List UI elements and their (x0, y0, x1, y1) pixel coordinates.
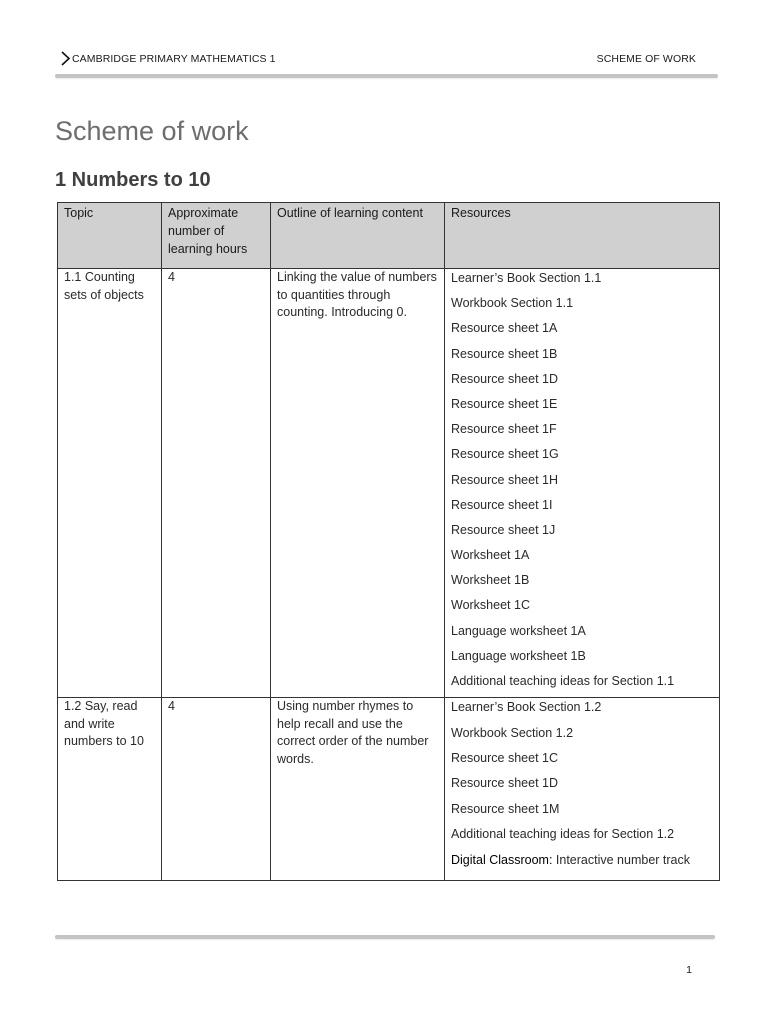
resource-item: Resource sheet 1B (451, 346, 558, 361)
resource-item: Additional teaching ideas for Section 1.1 (451, 674, 675, 688)
table-row (58, 269, 720, 698)
column-header-resources: Resources (445, 203, 720, 269)
resource-list (451, 269, 713, 697)
table-header-row (58, 203, 720, 269)
resource-item: Additional teaching ideas for Section 1.2 (451, 827, 675, 842)
resource-item: Worksheet 1C (451, 598, 530, 613)
document-title: Scheme of work (55, 116, 249, 146)
outline-cell: Linking the value of numbers to quantities through counting. Introducing 0. (271, 269, 445, 698)
outline-cell: Using number rhymes to help recall and use the correct order of the number words. (271, 698, 445, 881)
resource-item: Resource sheet 1A (451, 321, 558, 336)
hours-cell: 4 (162, 269, 271, 698)
resource-item: Resource sheet 1H (451, 472, 559, 487)
digital-classroom-label: Digital Classroom: (451, 852, 553, 867)
topic-cell: 1.2 Say, read and write numbers to 10 (58, 698, 162, 881)
resource-item: Resource sheet 1M (451, 801, 560, 816)
resources-cell (445, 269, 720, 698)
column-header-topic: Topic (58, 203, 162, 269)
scheme-of-work-table (57, 202, 720, 881)
resource-item: Resource sheet 1G (451, 447, 559, 462)
table-row (58, 698, 720, 881)
resource-item: Worksheet 1B (451, 573, 530, 588)
running-header (60, 50, 700, 70)
resource-item: Language worksheet 1A (451, 623, 586, 638)
resource-item: Language worksheet 1B (451, 648, 586, 663)
header-section-title: SCHEME OF WORK (596, 53, 696, 65)
digital-classroom-value: Interactive number track (555, 852, 690, 867)
resources-cell (445, 698, 720, 881)
footer-divider (55, 935, 715, 939)
header-divider (55, 74, 718, 78)
resource-item: Resource sheet 1E (451, 396, 558, 411)
resource-item: Resource sheet 1J (451, 522, 556, 537)
digital-classroom-item (451, 851, 713, 876)
column-header-hours: Approximate number of learning hours (162, 203, 271, 269)
resource-item: Workbook Section 1.1 (451, 296, 574, 311)
resource-item: Resource sheet 1F (451, 422, 557, 437)
resource-item: Learner’s Book Section 1.2 (451, 700, 602, 715)
resource-item: Resource sheet 1D (451, 371, 559, 386)
resource-list (451, 698, 713, 876)
resource-item: Resource sheet 1D (451, 776, 559, 791)
resource-item: Learner’s Book Section 1.1 (451, 271, 602, 285)
page-number: 1 (686, 964, 692, 976)
resource-item: Workbook Section 1.2 (451, 725, 574, 740)
header-book-title: CAMBRIDGE PRIMARY MATHEMATICS 1 (72, 53, 276, 65)
unit-title: 1 Numbers to 10 (55, 169, 211, 191)
column-header-outline: Outline of learning content (271, 203, 445, 269)
resource-item: Resource sheet 1C (451, 750, 559, 765)
hours-cell: 4 (162, 698, 271, 881)
chevron-right-icon (60, 51, 71, 66)
resource-item: Resource sheet 1I (451, 497, 553, 512)
resource-item: Worksheet 1A (451, 548, 530, 563)
topic-cell: 1.1 Counting sets of objects (58, 269, 162, 698)
